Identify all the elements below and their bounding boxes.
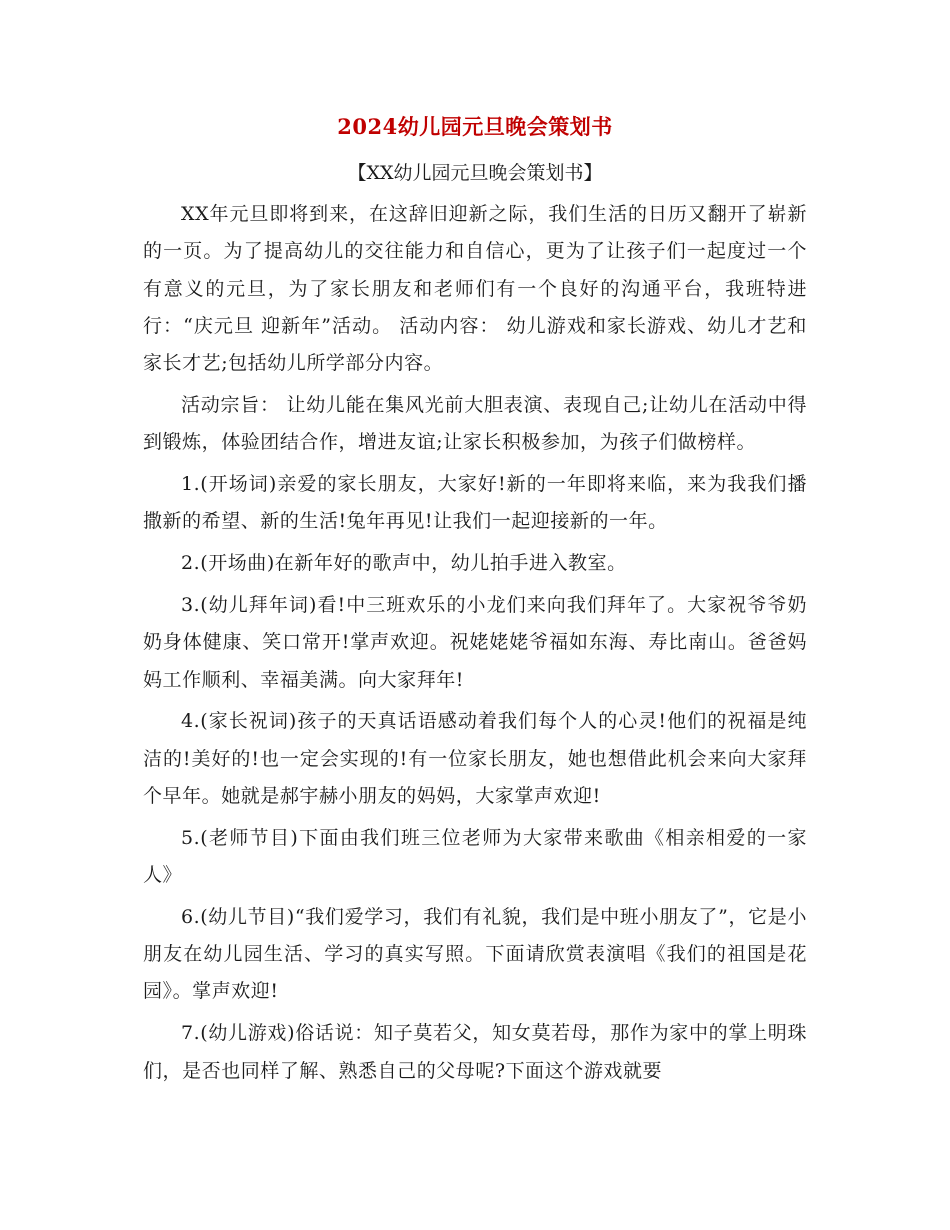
paragraph-item-2: 2.(开场曲)在新年好的歌声中，幼儿拍手进入教室。 — [181, 552, 627, 575]
paragraph-item-3: 3.(幼儿拜年词)看!中三班欢乐的小龙们来向我们拜年了。大家祝爷爷奶奶身体健康、笑口常开!掌声欢迎。祝姥姥姥爷福如东海、寿比南山。爸爸妈妈工作顺利、幸福美满。向大家拜年! — [143, 593, 807, 691]
paragraph-item-4: 4.(家长祝词)孩子的天真话语感动着我们每个人的心灵!他们的祝福是纯洁的!美好的!也一定会实现的!有一位家长朋友，她也想借此机会来向大家拜个早年。她就是郝宇赫小朋友的妈妈，大家掌声欢迎! — [143, 710, 807, 807]
paragraph-item-1: 1.(开场词)亲爱的家长朋友，大家好!新的一年即将来临，来为我我们播撒新的希望、新的生活!兔年再见!让我们一起迎接新的一年。 — [143, 473, 807, 533]
paragraph-item-7: 7.(幼儿游戏)俗话说：知子莫若父，知女莫若母，那作为家中的掌上明珠们，是否也同样了解、熟悉自己的父母呢?下面这个游戏就要 — [143, 1022, 807, 1082]
paragraph-purpose: 活动宗旨： 让幼儿能在集风光前大胆表演、表现自己;让幼儿在活动中得到锻炼，体验团结合作，增进友谊;让家长积极参加，为孩子们做榜样。 — [143, 393, 807, 454]
document-body — [143, 196, 807, 1094]
document-title: 2024幼儿园元旦晚会策划书 — [337, 114, 613, 139]
paragraph-item-6: 6.(幼儿节目)“我们爱学习，我们有礼貌，我们是中班小朋友了”，它是小朋友在幼儿园生活、学习的真实写照。下面请欣赏表演唱《我们的祖国是花园》。掌声欢迎! — [143, 905, 807, 1003]
document-subtitle: 【XX幼儿园元旦晚会策划书】 — [347, 162, 603, 184]
paragraph-item-5: 5.(老师节目)下面由我们班三位老师为大家带来歌曲《相亲相爱的一家人》 — [143, 826, 807, 887]
paragraph-intro: XX年元旦即将到来，在这辞旧迎新之际，我们生活的日历又翻开了崭新的一页。为了提高幼儿的交往能力和自信心，更为了让孩子们一起度过一个有意义的元旦，为了家长朋友和老师们有一个良好的沟通平台，我班特进行：“庆元旦 迎新年”活动。 活动内容： 幼儿游戏和家长游戏、幼儿才艺和家长才艺;包括幼儿所学部分内容。 — [143, 203, 807, 375]
